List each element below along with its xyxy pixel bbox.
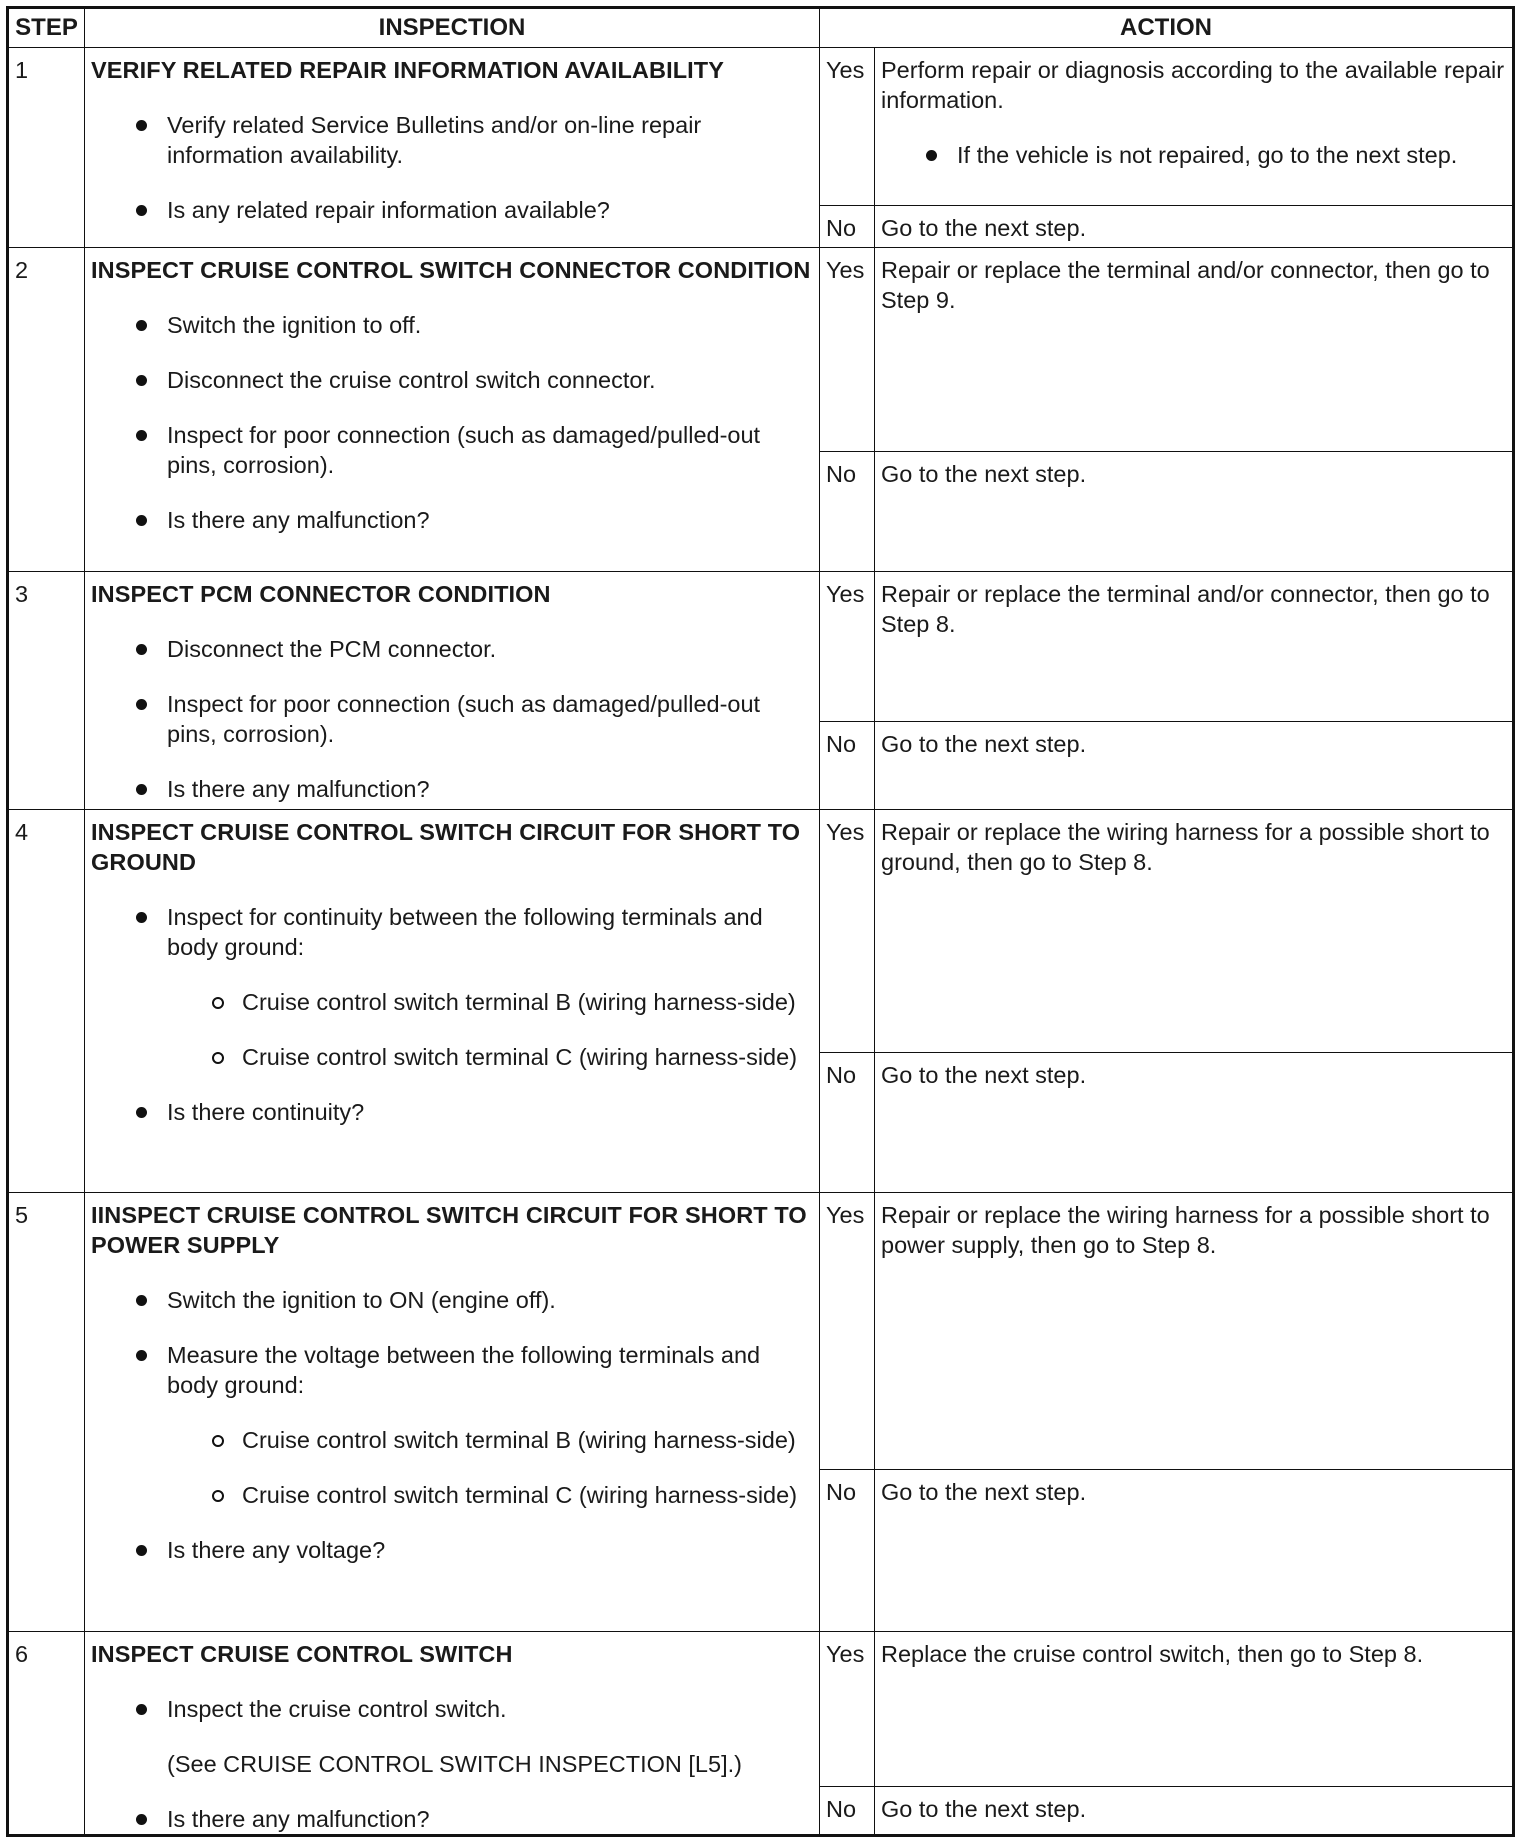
no-label: No <box>820 722 875 810</box>
step-title: INSPECT PCM CONNECTOR CONDITION <box>91 581 551 607</box>
yes-label: Yes <box>820 1632 875 1787</box>
step-2-yes-row <box>8 248 1514 452</box>
inspection-sub-bullet: Cruise control switch terminal C (wiring harness-side) <box>91 1480 813 1510</box>
no-action: Go to the next step. <box>875 722 1514 810</box>
no-label: No <box>820 206 875 248</box>
step-number: 4 <box>8 810 85 1193</box>
step-title: INSPECT CRUISE CONTROL SWITCH <box>91 1641 513 1667</box>
yes-action: Repair or replace the terminal and/or connector, then go to Step 8. <box>875 572 1514 722</box>
yes-label: Yes <box>820 248 875 452</box>
yes-label: Yes <box>820 48 875 206</box>
step-number: 5 <box>8 1193 85 1632</box>
step-4-yes-row <box>8 810 1514 1053</box>
yes-action: Repair or replace the wiring harness for a possible short to power supply, then go to Step 8. <box>875 1193 1514 1470</box>
inspection-sub-bullet: Cruise control switch terminal B (wiring harness-side) <box>91 1425 813 1455</box>
step-5-yes-row <box>8 1193 1514 1470</box>
yes-label: Yes <box>820 572 875 722</box>
step-1-yes-row <box>8 48 1514 206</box>
diagnostic-table <box>6 6 1515 1837</box>
inspection-sub-bullet: Cruise control switch terminal C (wiring harness-side) <box>91 1042 813 1072</box>
inspection-bullet: Disconnect the cruise control switch connector. <box>91 365 813 395</box>
inspection-question: Is there any malfunction? <box>91 774 813 804</box>
reference-note: (See CRUISE CONTROL SWITCH INSPECTION [L5].) <box>167 1751 742 1777</box>
inspection-question: Is any related repair information available? <box>91 195 813 225</box>
step-1-inspection <box>85 48 820 248</box>
inspection-column-header: INSPECTION <box>85 8 820 48</box>
no-action: Go to the next step. <box>875 1053 1514 1193</box>
step-title: VERIFY RELATED REPAIR INFORMATION AVAILABILITY <box>91 57 725 83</box>
no-label: No <box>820 452 875 572</box>
inspection-bullet: Switch the ignition to ON (engine off). <box>91 1285 813 1315</box>
table-header-row <box>8 8 1514 48</box>
inspection-bullet: Inspect for continuity between the following terminals and body ground: <box>91 902 813 962</box>
yes-action: Replace the cruise control switch, then go to Step 8. <box>875 1632 1514 1787</box>
inspection-bullet: Inspect for poor connection (such as damaged/pulled-out pins, corrosion). <box>91 689 813 749</box>
step-6-yes-row <box>8 1632 1514 1787</box>
step-3-inspection <box>85 572 820 810</box>
no-action: Go to the next step. <box>875 1787 1514 1836</box>
inspection-question: Is there any malfunction? <box>91 505 813 535</box>
step-number: 3 <box>8 572 85 810</box>
yes-action-text: Perform repair or diagnosis according to the available repair information. <box>881 57 1505 113</box>
inspection-sub-bullet: Cruise control switch terminal B (wiring harness-side) <box>91 987 813 1017</box>
yes-label: Yes <box>820 1193 875 1470</box>
step-3-yes-row <box>8 572 1514 722</box>
step-2-inspection <box>85 248 820 572</box>
no-action: Go to the next step. <box>875 206 1514 248</box>
step-title: INSPECT CRUISE CONTROL SWITCH CONNECTOR CONDITION <box>91 257 811 283</box>
step-column-header: STEP <box>8 8 85 48</box>
yes-action-bullet: If the vehicle is not repaired, go to the next step. <box>881 140 1506 170</box>
no-action: Go to the next step. <box>875 1470 1514 1632</box>
inspection-bullet: Disconnect the PCM connector. <box>91 634 813 664</box>
inspection-bullet: Inspect the cruise control switch. <box>91 1694 813 1724</box>
inspection-bullet: Switch the ignition to off. <box>91 310 813 340</box>
step-6-inspection <box>85 1632 820 1836</box>
action-column-header: ACTION <box>820 8 1514 48</box>
inspection-bullet: Verify related Service Bulletins and/or on-line repair information availability. <box>91 110 813 170</box>
step-number: 6 <box>8 1632 85 1836</box>
inspection-question: Is there continuity? <box>91 1097 813 1127</box>
inspection-bullet: Measure the voltage between the following terminals and body ground: <box>91 1340 813 1400</box>
inspection-bullet: Inspect for poor connection (such as damaged/pulled-out pins, corrosion). <box>91 420 813 480</box>
yes-action <box>875 48 1514 206</box>
step-title: INSPECT CRUISE CONTROL SWITCH CIRCUIT FOR SHORT TO GROUND <box>91 819 801 875</box>
step-5-inspection <box>85 1193 820 1632</box>
yes-action: Repair or replace the wiring harness for a possible short to ground, then go to Step 8. <box>875 810 1514 1053</box>
step-title: IINSPECT CRUISE CONTROL SWITCH CIRCUIT FOR SHORT TO POWER SUPPLY <box>91 1202 807 1258</box>
no-label: No <box>820 1787 875 1836</box>
yes-action: Repair or replace the terminal and/or connector, then go to Step 9. <box>875 248 1514 452</box>
no-label: No <box>820 1470 875 1632</box>
inspection-question: Is there any malfunction? <box>91 1804 813 1834</box>
no-action: Go to the next step. <box>875 452 1514 572</box>
inspection-question: Is there any voltage? <box>91 1535 813 1565</box>
step-number: 1 <box>8 48 85 248</box>
yes-label: Yes <box>820 810 875 1053</box>
no-label: No <box>820 1053 875 1193</box>
step-number: 2 <box>8 248 85 572</box>
step-4-inspection <box>85 810 820 1193</box>
